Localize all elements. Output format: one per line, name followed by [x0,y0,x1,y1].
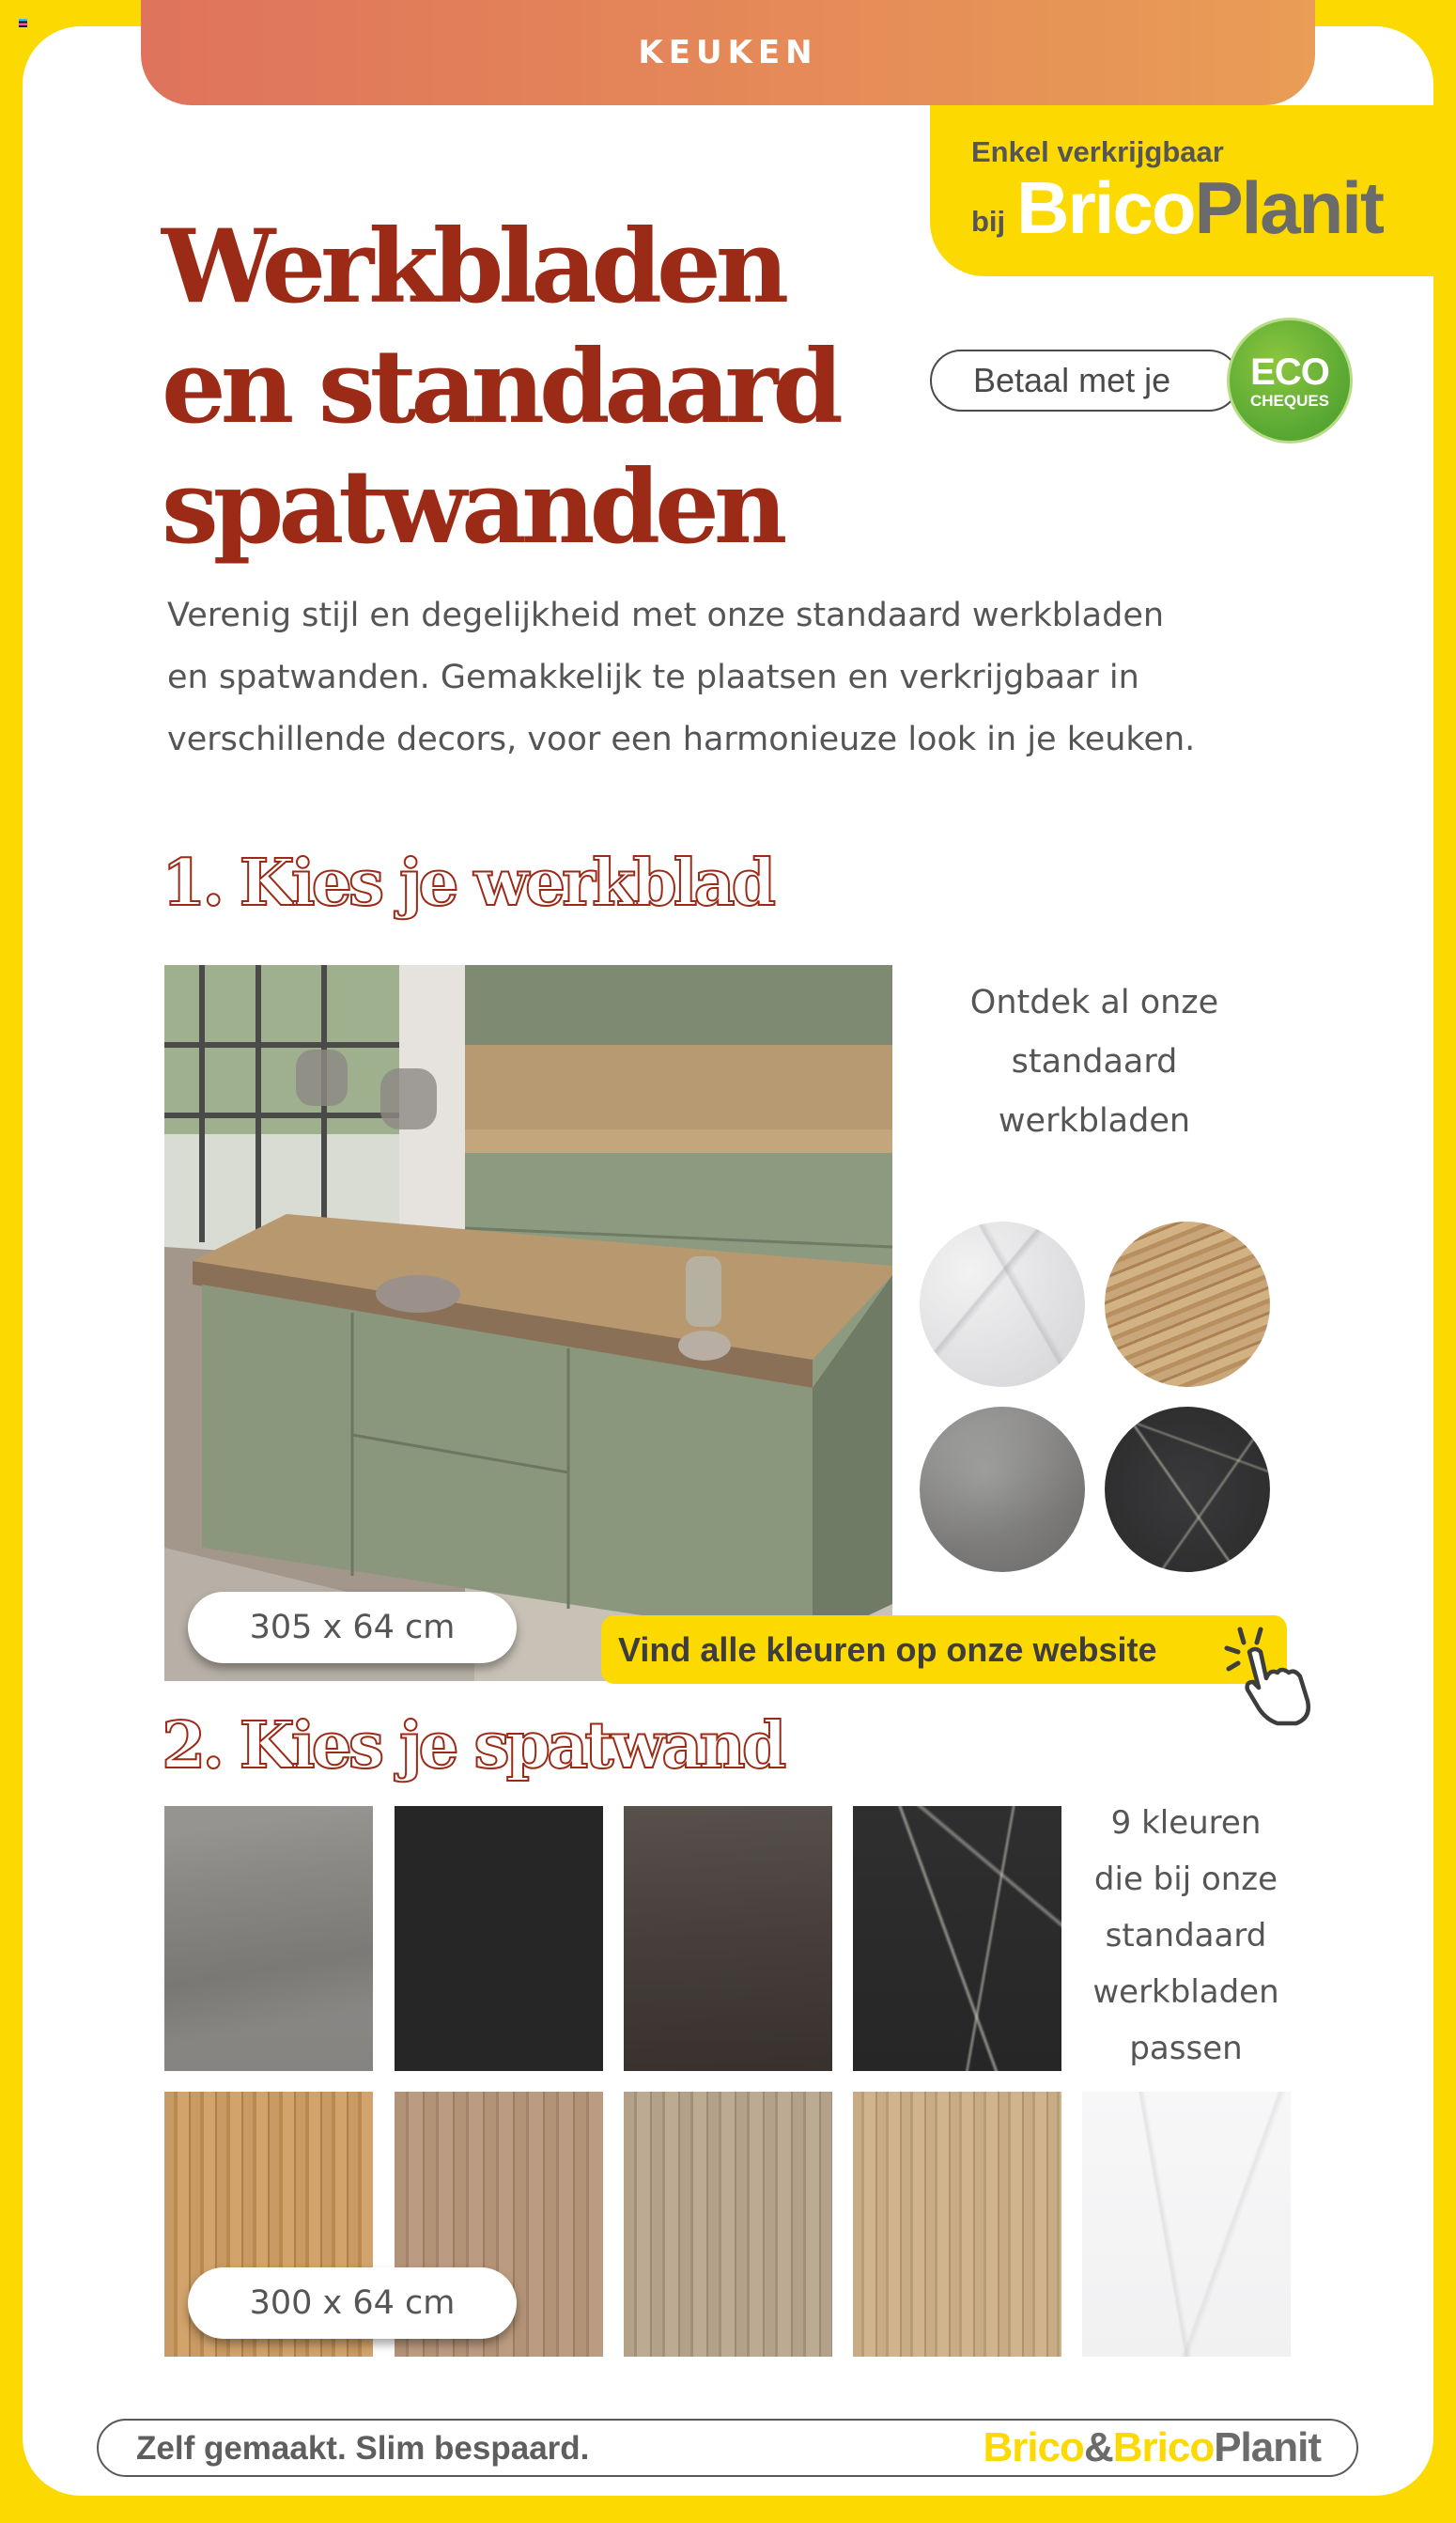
category-tab-label: KEUKEN [638,34,818,71]
backsplash-tile-grey-oak[interactable] [624,2092,832,2357]
eco-pay-label: Betaal met je [973,361,1171,399]
backsplash-tile-black-marble[interactable] [853,1806,1061,2071]
backsplash-tile-dark-brown[interactable] [624,1806,832,2071]
backsplash-tile-light-oak[interactable] [853,2092,1061,2357]
pointing-hand-icon [1221,1624,1324,1727]
category-tab [141,0,1315,105]
eco-cheques-badge-icon: ECO CHEQUES [1227,318,1353,444]
print-registration-mark [19,19,27,27]
kitchen-photo [164,965,892,1681]
backsplash-tile-grey-concrete[interactable] [164,1806,373,2071]
nine-colors-text: 9 kleuren die bij onze standaard werkbladen passen [1092,1804,1279,2067]
section-heading-backsplash: 2. Kies je spatwand [162,1708,783,1783]
intro-paragraph: Verenig stijl en degelijkheid met onze standaard werkbladen en spatwanden. Gemakkelijk te plaatsen en verkrijgbaar in verschillende decors, voor een harmonieuze look in je keuken. [167,597,1196,758]
exclusive-badge [930,105,1433,276]
exclusive-text: Enkel verkrijgbaar [971,135,1224,168]
backsplash-tile-white-marble[interactable] [1082,2092,1291,2357]
backsplash-size-label: 300 x 64 cm [188,2267,517,2339]
worktop-swatch-light-oak[interactable] [1105,1222,1270,1387]
eco-cheques-pill [930,350,1240,412]
worktop-swatch-grey-concrete[interactable] [920,1407,1085,1572]
worktop-swatch-black-marble[interactable] [1105,1407,1270,1572]
discover-worktops-text: Ontdek al onze standaard werkbladen [969,984,1219,1140]
footer-banner [97,2419,1358,2477]
footer-slogan: Zelf gemaakt. Slim bespaard. [136,2430,590,2467]
page-title: Werkbladen en standaard spatwanden [162,208,838,567]
brico-bricoplanit-logo: Brico&BricoPlanit [983,2424,1321,2470]
backsplash-tile-matte-black[interactable] [395,1806,603,2071]
section-heading-worktop: 1. Kies je werkblad [162,846,773,921]
exclusive-prefix: bij [971,205,1006,238]
bricoplanit-logo: BricoPlanit [1016,166,1383,249]
worktop-swatch-white-marble[interactable] [920,1222,1085,1387]
cta-label: Vind alle kleuren op onze website [618,1629,1157,1669]
worktop-size-label: 305 x 64 cm [188,1592,517,1663]
find-all-colors-button[interactable] [601,1615,1287,1684]
